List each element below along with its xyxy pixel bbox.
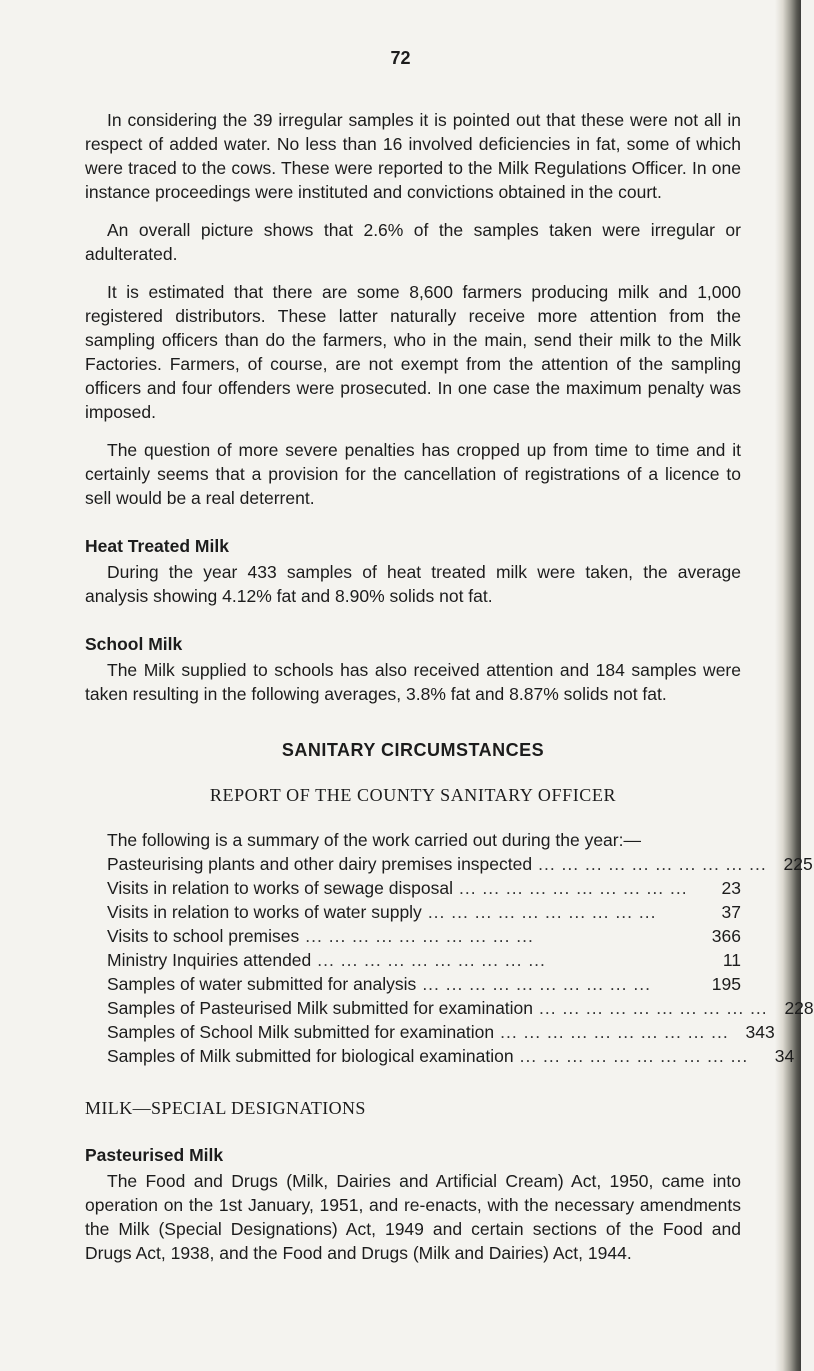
paragraph-pasteurised-milk: The Food and Drugs (Milk, Dairies and Artificial Cream) Act, 1950, came into operation on the 1st January, 1951, and re-enacts, with the necessary amendments the Milk (Special Designations) Act, 1949 and certain sections of the Food and Drugs Act, 1938, and the Food and Drugs (Milk and Dairies) Act, 1944. — [85, 1171, 741, 1263]
leader-dots: ... ... ... ... ... ... ... ... ... ... — [538, 854, 767, 874]
paragraph-overall-picture: An overall picture shows that 2.6% of the samples taken were irregular or adulterated. — [85, 220, 741, 264]
summary-label: Visits in relation to works of sewage disposal — [107, 878, 453, 898]
summary-value: 343 — [745, 1022, 775, 1042]
leader-dots: ... ... ... ... ... ... ... ... ... ... — [422, 974, 651, 994]
paragraph-heat-treated-milk: During the year 433 samples of heat treated milk were taken, the average analysis showing 4.12% fat and 8.90% solids not fat. — [85, 562, 741, 606]
paragraph-penalties: The question of more severe penalties has cropped up from time to time and it certainly seems that a provision for the cancellation of registrations of a licence to sell would be a real deterrent. — [85, 440, 741, 508]
summary-table — [85, 852, 814, 1068]
summary-row — [85, 972, 741, 996]
summary-row — [85, 1020, 775, 1044]
summary-label: Ministry Inquiries attended — [107, 950, 312, 970]
heading-pasteurised-milk: Pasteurised Milk — [85, 1145, 224, 1165]
section-subtitle-report: REPORT OF THE COUNTY SANITARY OFFICER — [209, 785, 617, 805]
leader-dots: ... ... ... ... ... ... ... ... ... ... — [539, 998, 768, 1018]
heading-heat-treated-milk: Heat Treated Milk — [85, 536, 229, 556]
leader-dots: ... ... ... ... ... ... ... ... ... ... — [458, 878, 688, 898]
summary-label: Samples of Pasteurised Milk submitted for examination — [107, 998, 534, 1018]
summary-intro: The following is a summary of the work carried out during the year:— — [107, 830, 641, 850]
summary-row — [85, 876, 741, 900]
page-content — [85, 108, 814, 1279]
leader-dots: ... ... ... ... ... ... ... ... ... ... — [427, 902, 657, 922]
leader-dots: ... ... ... ... ... ... ... ... ... ... — [317, 950, 546, 970]
scanned-page-edge — [775, 0, 801, 1371]
leader-dots: ... ... ... ... ... ... ... ... ... ... — [305, 926, 534, 946]
summary-label: Samples of School Milk submitted for examination — [107, 1022, 495, 1042]
summary-label: Samples of water submitted for analysis — [107, 974, 417, 994]
leader-dots: ... ... ... ... ... ... ... ... ... ... — [500, 1022, 729, 1042]
summary-value: 23 — [721, 878, 741, 898]
summary-label: Pasteurising plants and other dairy premises inspected — [107, 854, 533, 874]
summary-value: 195 — [711, 974, 741, 994]
summary-value: 225 — [783, 854, 813, 874]
summary-value: 11 — [722, 950, 741, 970]
paragraph-farmers-distributors: It is estimated that there are some 8,600 farmers producing milk and 1,000 registered distributors. These latter naturally receive more attention from the sampling officers than do the farmers, who in the main, send their milk to the Milk Factories. Farmers, of course, are not exempt from the attention of the sampling officers and four offenders were prosecuted. In one case the maximum penalty was imposed. — [85, 282, 741, 422]
summary-value: 34 — [774, 1046, 795, 1066]
section-title-designations: MILK—SPECIAL DESIGNATIONS — [85, 1098, 366, 1118]
summary-value: 228 — [784, 998, 814, 1018]
summary-label: Samples of Milk submitted for biological examination — [107, 1046, 514, 1066]
paragraph-irregular-samples: In considering the 39 irregular samples it is pointed out that these were not all in respect of added water. No less than 16 involved deficiencies in fat, some of which were traced to the cows. These were reported to the Milk Regulations Officer. In one instance proceedings were instituted and convictions obtained in the court. — [85, 110, 741, 202]
summary-label: Visits in relation to works of water supply — [107, 902, 422, 922]
paragraph-school-milk: The Milk supplied to schools has also received attention and 184 samples were taken resulting in the following averages, 3.8% fat and 8.87% solids not fat. — [85, 660, 741, 704]
summary-row — [85, 900, 741, 924]
summary-row — [85, 948, 741, 972]
summary-value: 366 — [711, 926, 741, 946]
summary-value: 37 — [721, 902, 741, 922]
summary-row — [85, 996, 814, 1020]
leader-dots: ... ... ... ... ... ... ... ... ... ... — [519, 1046, 749, 1066]
summary-row — [85, 852, 813, 876]
summary-label: Visits to school premises — [107, 926, 300, 946]
page-number: 72 — [390, 48, 411, 68]
section-title-sanitary: SANITARY CIRCUMSTANCES — [281, 740, 545, 760]
summary-row — [85, 1044, 795, 1068]
heading-school-milk: School Milk — [85, 634, 183, 654]
summary-row — [85, 924, 741, 948]
